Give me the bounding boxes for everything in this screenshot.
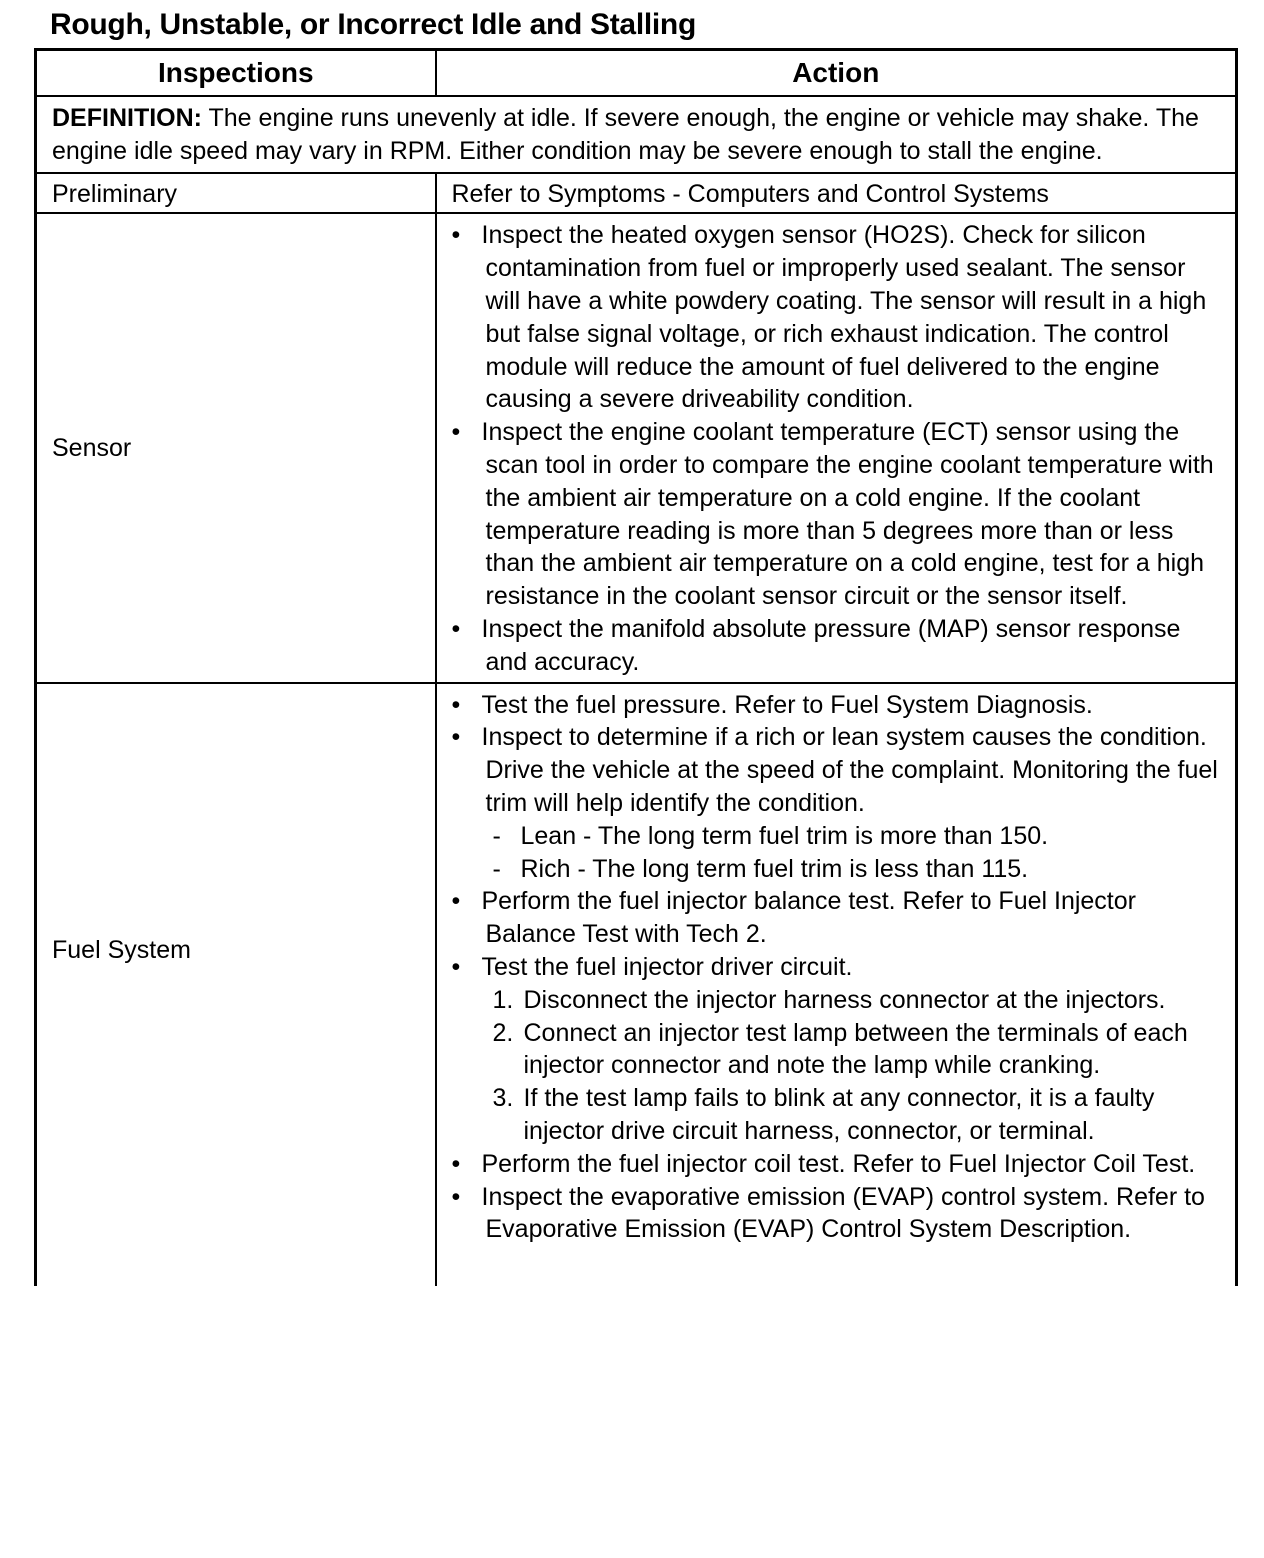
bullet-marker: • [451,221,461,250]
list-item [452,689,1222,722]
step-item [493,1082,1222,1148]
dash-marker: - [492,854,501,883]
page-title: Rough, Unstable, or Incorrect Idle and Stalling [50,8,696,41]
definition-text: The engine runs unevenly at idle. If severe enough, the engine or vehicle may shake. The engine idle speed may vary in RPM. Either condition may be severe enough to stall the engine. [52,104,1199,165]
bullet-marker: • [451,723,461,752]
dash-marker: - [492,821,501,850]
bullet-marker: • [451,887,461,916]
bullet-marker: • [451,1182,461,1211]
bullet-text: Inspect the evaporative emission (EVAP) control system. Refer to Evaporative Emission (EVAP) Control System Description. [481,1182,1205,1244]
action-cell: Refer to Symptoms - Computers and Control Systems [436,173,1237,214]
step-number: 1. [492,985,514,1014]
bullet-text: Inspect the heated oxygen sensor (HO2S). Check for silicon contamination from fuel or improperly used sealant. The sensor will have a white powdery coating. The sensor will result in a high but false signal voltage, or rich exhaust indication. The control module will reduce the amount of fuel delivered to the engine causing a severe driveability condition. [481,221,1207,414]
list-item [452,885,1222,951]
step-text: Connect an injector test lamp between the terminals of each injector connector and note the lamp while cranking. [523,1018,1188,1080]
step-number: 3. [492,1084,514,1113]
inspection-cell: Fuel System [36,683,436,1287]
bullet-marker: • [451,614,461,643]
bullet-marker: • [451,418,461,447]
list-item [452,219,1222,416]
list-item [452,1181,1222,1247]
step-text: If the test lamp fails to blink at any connector, it is a faulty injector drive circuit harness, connector, or terminal. [523,1084,1155,1145]
step-item [493,1017,1222,1083]
bullet-text: Test the fuel injector driver circuit. [481,952,853,981]
list-item [452,416,1222,613]
bullet-marker: • [451,1149,461,1178]
bullet-text: Inspect to determine if a rich or lean system causes the condition. Drive the vehicle at the speed of the complaint. Monitoring the fuel trim will help identify the condition. [481,723,1218,817]
bullet-text: Test the fuel pressure. Refer to Fuel System Diagnosis. [481,690,1093,719]
list-item [452,613,1222,679]
definition-row [36,96,1237,173]
bullet-text: Inspect the manifold absolute pressure (MAP) sensor response and accuracy. [481,614,1181,676]
header-inspections: Inspections [36,50,436,97]
list-item [452,951,1222,1148]
list-item [452,721,1222,885]
header-row [36,50,1237,97]
action-cell [436,213,1237,682]
sub-list-item [493,820,1222,853]
sub-item-text: Lean - The long term fuel trim is more than 150. [520,821,1049,850]
table-row [36,683,1237,1287]
step-text: Disconnect the injector harness connector at the injectors. [523,985,1166,1014]
header-action: Action [436,50,1237,97]
definition-label: DEFINITION: [52,104,202,132]
step-number: 2. [492,1018,514,1047]
inspection-cell: Sensor [36,213,436,682]
action-cell [436,683,1237,1287]
bullet-text: Perform the fuel injector coil test. Refer to Fuel Injector Coil Test. [481,1149,1196,1178]
bullet-text: Inspect the engine coolant temperature (ECT) sensor using the scan tool in order to compare the engine coolant temperature with the ambient air temperature on a cold engine. If the coolant temperature reading is more than 5 degrees more than or less than the ambient air temperature on a cold engine, test for a high resistance in the coolant sensor circuit or the sensor itself. [481,418,1214,611]
inspection-table [34,48,1238,1286]
bullet-text: Perform the fuel injector balance test. Refer to Fuel Injector Balance Test with Tech 2. [481,887,1136,949]
table-row [36,173,1237,214]
step-item [493,984,1222,1017]
bullet-marker: • [451,952,461,981]
bullet-marker: • [451,690,461,719]
list-item [452,1148,1222,1181]
sub-list-item [493,853,1222,886]
table-row [36,213,1237,682]
sub-item-text: Rich - The long term fuel trim is less than 115. [520,854,1029,883]
inspection-cell: Preliminary [36,173,436,214]
